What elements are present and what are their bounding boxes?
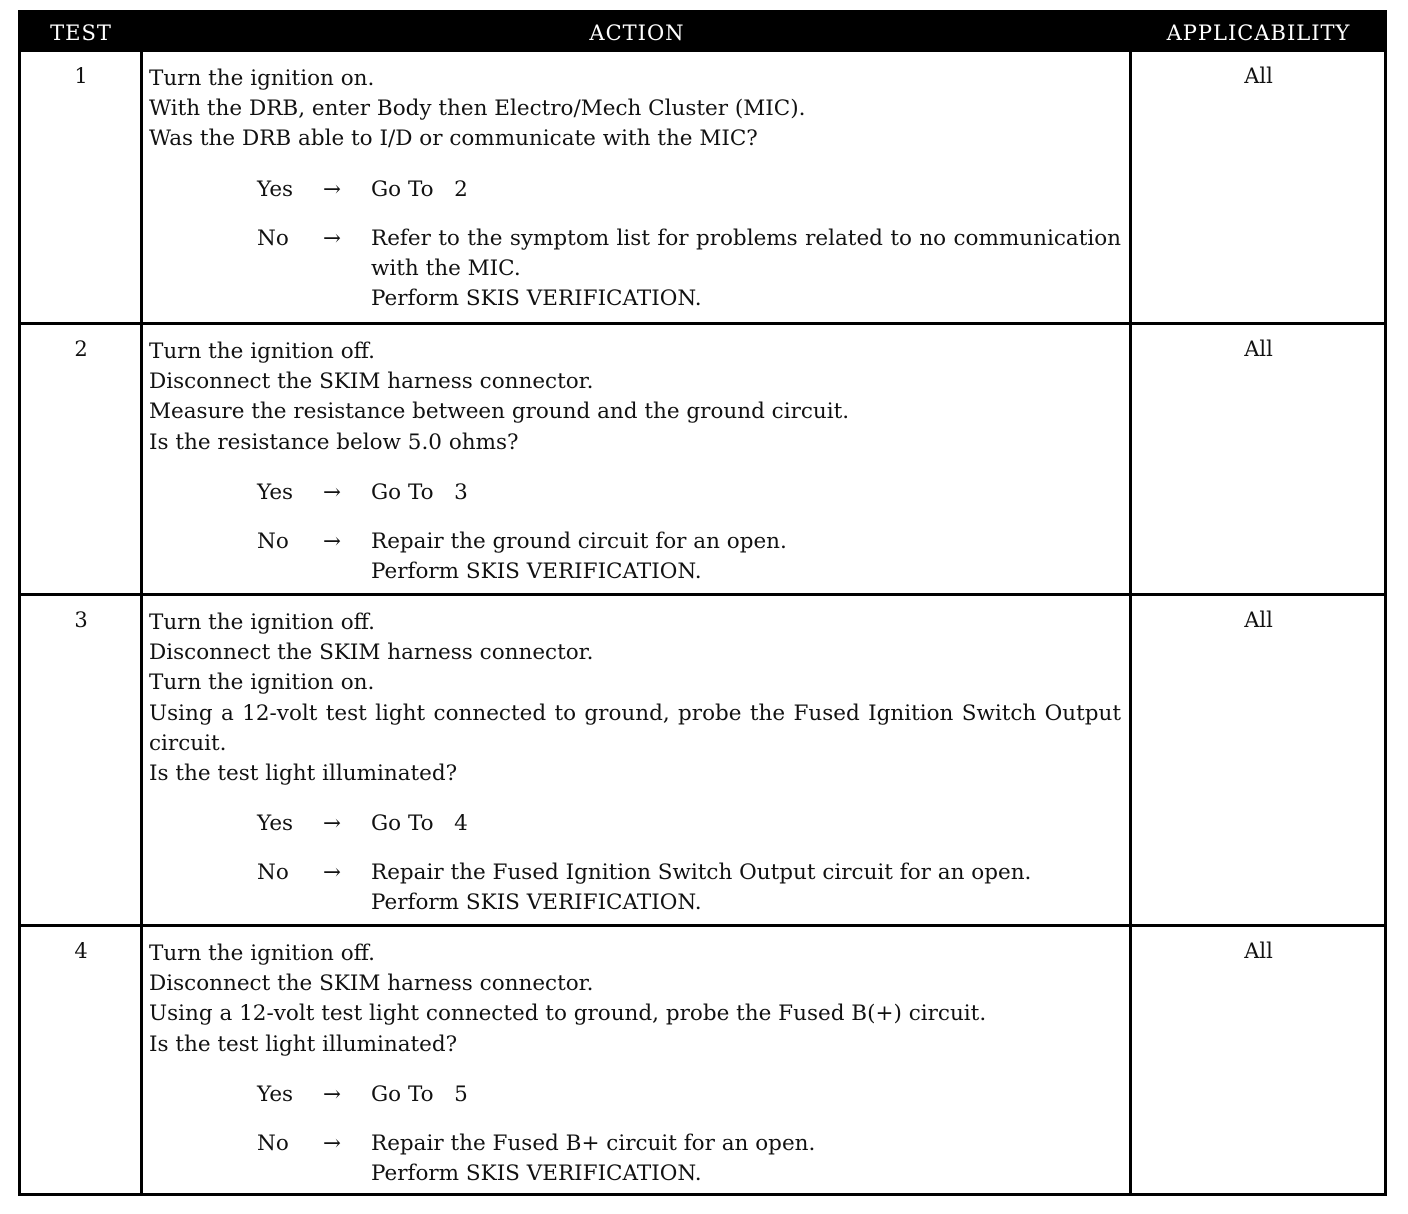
no-label: No xyxy=(257,528,289,554)
step: Using a 12-volt test light connected to ground, probe the Fused Ignition Switch Output circuit. xyxy=(149,700,1121,756)
test-number: 1 xyxy=(74,64,88,88)
step: Disconnect the SKIM harness connector. xyxy=(149,369,594,395)
no-branch xyxy=(149,858,1121,918)
yes-branch xyxy=(149,809,1121,839)
yes-result: Go To 5 xyxy=(371,1081,468,1107)
table-header xyxy=(21,13,1384,52)
yes-result: Go To 4 xyxy=(371,811,468,837)
arrow-right-icon: → xyxy=(323,1130,342,1156)
yes-label: Yes xyxy=(257,1081,294,1107)
action-cell xyxy=(149,337,1121,587)
step: Turn the ignition on. xyxy=(149,66,375,91)
arrow-right-icon: → xyxy=(323,176,342,202)
applicability: All xyxy=(1244,337,1273,361)
no-result xyxy=(371,224,1121,315)
no-label: No xyxy=(257,225,289,251)
no-result xyxy=(371,1129,1121,1189)
yes-label: Yes xyxy=(257,176,294,202)
applicability: All xyxy=(1244,64,1273,88)
yes-branch xyxy=(149,175,1121,205)
yes-label: Yes xyxy=(257,811,294,837)
arrow-right-icon: → xyxy=(323,528,342,554)
no-result-line: Perform SKIS VERIFICATION. xyxy=(371,1161,702,1187)
no-branch xyxy=(149,1129,1121,1189)
arrow-right-icon: → xyxy=(323,1081,342,1107)
no-branch xyxy=(149,224,1121,315)
step: Measure the resistance between ground and the ground circuit. xyxy=(149,399,850,425)
step: Turn the ignition off. xyxy=(149,941,375,966)
step: Using a 12-volt test light connected to ground, probe the Fused B(+) circuit. xyxy=(149,1001,987,1027)
no-result-line: Perform SKIS VERIFICATION. xyxy=(371,286,702,312)
table-row xyxy=(21,325,1384,593)
table-row xyxy=(21,596,1384,924)
test-number: 4 xyxy=(74,939,88,963)
arrow-right-icon: → xyxy=(323,811,342,837)
step: Was the DRB able to I/D or communicate with the MIC? xyxy=(149,126,758,152)
yes-label: Yes xyxy=(257,479,294,505)
no-result-line: Refer to the symptom list for problems related to no communication with the MIC. xyxy=(371,225,1121,281)
step: Disconnect the SKIM harness connector. xyxy=(149,640,594,666)
yes-result: Go To 2 xyxy=(371,176,468,202)
header-action: ACTION xyxy=(589,21,685,45)
action-cell xyxy=(149,939,1121,1189)
table-row xyxy=(21,927,1384,1193)
diagnostic-test-table xyxy=(18,10,1387,1196)
step: With the DRB, enter Body then Electro/Mech Cluster (MIC). xyxy=(149,96,806,122)
no-result-line: Repair the Fused Ignition Switch Output circuit for an open. xyxy=(371,860,1032,886)
step: Is the test light illuminated? xyxy=(149,761,458,787)
step: Is the test light illuminated? xyxy=(149,1031,458,1057)
no-result-line: Repair the ground circuit for an open. xyxy=(371,528,787,554)
step: Is the resistance below 5.0 ohms? xyxy=(149,429,519,455)
step: Turn the ignition off. xyxy=(149,339,375,364)
applicability: All xyxy=(1244,939,1273,963)
step: Turn the ignition on. xyxy=(149,670,375,696)
yes-branch xyxy=(149,478,1121,508)
no-label: No xyxy=(257,860,289,886)
action-cell xyxy=(149,608,1121,919)
table-row xyxy=(21,52,1384,322)
test-number: 2 xyxy=(74,337,88,361)
arrow-right-icon: → xyxy=(323,225,342,251)
no-result-line: Perform SKIS VERIFICATION. xyxy=(371,890,702,916)
yes-branch xyxy=(149,1080,1121,1110)
applicability: All xyxy=(1244,608,1273,632)
yes-result: Go To 3 xyxy=(371,479,468,505)
header-applicability: APPLICABILITY xyxy=(1166,21,1351,45)
action-cell xyxy=(149,64,1121,314)
arrow-right-icon: → xyxy=(323,860,342,886)
no-result-line: Perform SKIS VERIFICATION. xyxy=(371,559,702,585)
no-label: No xyxy=(257,1130,289,1156)
step: Disconnect the SKIM harness connector. xyxy=(149,971,594,997)
step: Turn the ignition off. xyxy=(149,610,375,635)
arrow-right-icon: → xyxy=(323,479,342,505)
test-number: 3 xyxy=(74,608,88,632)
no-result xyxy=(371,527,1121,587)
no-result xyxy=(371,858,1121,918)
no-result-line: Repair the Fused B+ circuit for an open. xyxy=(371,1130,816,1156)
header-test: TEST xyxy=(50,21,112,45)
no-branch xyxy=(149,527,1121,587)
